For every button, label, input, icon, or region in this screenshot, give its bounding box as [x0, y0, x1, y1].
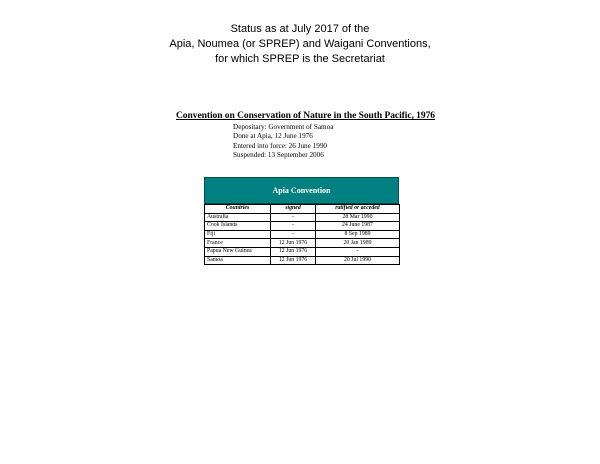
cell-ratified: 20 Jul 1990: [316, 256, 400, 265]
status-table: [204, 204, 400, 265]
detail-suspended: Suspended: 13 September 2006: [233, 151, 324, 160]
column-header-signed: signed: [271, 205, 316, 214]
convention-details: [233, 123, 333, 161]
table-row: [205, 222, 400, 231]
convention-heading: Convention on Conservation of Nature in the South Pacific, 1976: [176, 111, 435, 121]
cell-country: France: [205, 239, 271, 248]
detail-done-at: Done at Apia, 12 June 1976: [233, 132, 313, 141]
table-row: [205, 247, 400, 256]
cell-signed: -: [271, 213, 316, 222]
page-title: [0, 22, 600, 67]
apia-convention-table-box: [204, 177, 399, 265]
detail-entered-into-force: Entered into force: 26 June 1990: [233, 141, 328, 150]
column-header-countries: Countries: [205, 205, 271, 214]
cell-signed: 12 Jun 1976: [271, 239, 316, 248]
page-title-line-1: Status as at July 2017 of the: [230, 23, 370, 35]
table-row: [205, 213, 400, 222]
table-row: [205, 239, 400, 248]
cell-ratified: 28 Mar 1990: [316, 213, 400, 222]
table-header-banner: Apia Convention: [204, 177, 399, 204]
page-title-line-3: for which SPREP is the Secretariat: [215, 53, 385, 65]
table-row: [205, 256, 400, 265]
cell-ratified: 8 Sep 1989: [316, 230, 400, 239]
cell-signed: -: [271, 222, 316, 231]
cell-country: Samoa: [205, 256, 271, 265]
cell-country: Cook Islands: [205, 222, 271, 231]
page-title-line-2: Apia, Noumea (or SPREP) and Waigani Conventions,: [169, 38, 431, 50]
cell-signed: 12 Jun 1976: [271, 256, 316, 265]
table-header-row: [205, 205, 400, 214]
cell-ratified: -: [316, 247, 400, 256]
cell-ratified: 20 Jan 1989: [316, 239, 400, 248]
column-header-ratified: ratified or acceded: [316, 205, 400, 214]
cell-signed: -: [271, 230, 316, 239]
cell-country: Fiji: [205, 230, 271, 239]
cell-country: Australia: [205, 213, 271, 222]
cell-country: Papua New Guinea: [205, 247, 271, 256]
cell-ratified: 24 June 1987: [316, 222, 400, 231]
detail-depositary: Depositary: Government of Samoa: [233, 123, 334, 131]
cell-signed: 12 Jun 1976: [271, 247, 316, 256]
table-row: [205, 230, 400, 239]
